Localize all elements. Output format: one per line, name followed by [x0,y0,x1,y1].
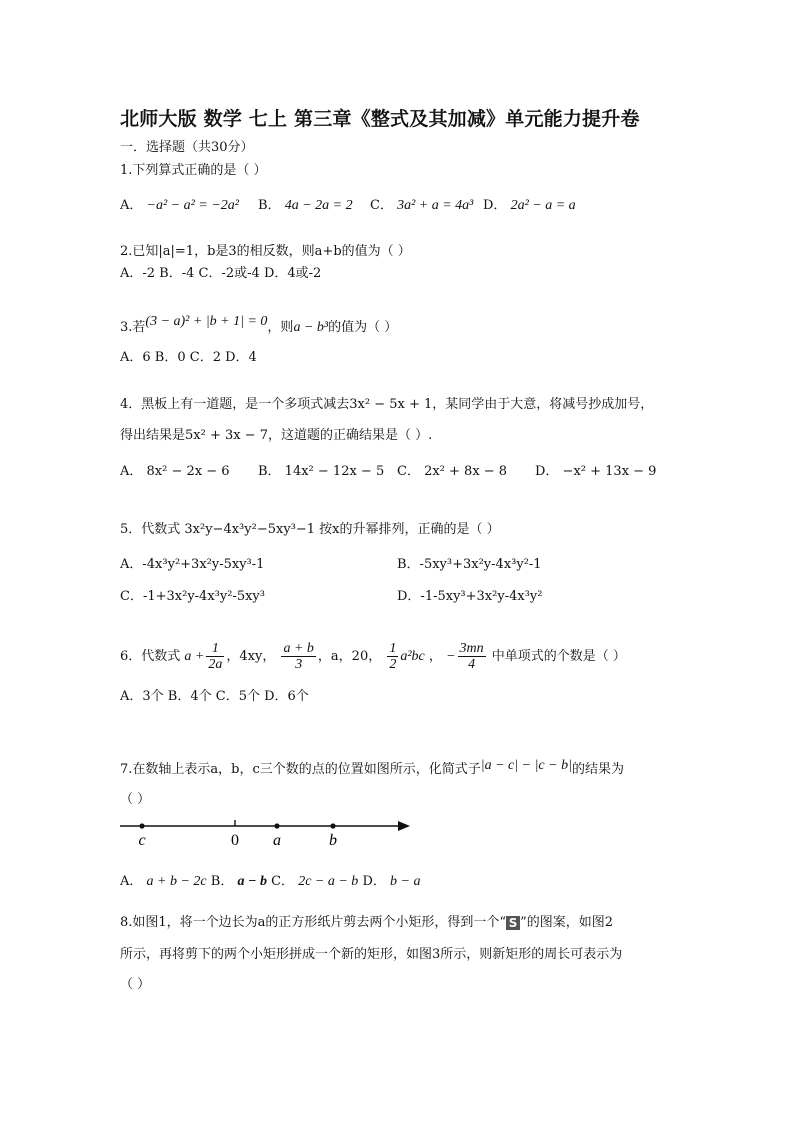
q1-option-a [120,194,239,214]
q7-a-expr: a + b − 2c [146,874,207,889]
q7-c-expr: 2c − a − b [298,874,359,889]
q1-b-label: B． [258,198,281,213]
q7-d-expr: b − a [390,874,421,889]
point-c [139,823,144,828]
q3-stem [120,314,398,336]
q8-line1-post: ”的图案，如图2 [520,915,613,930]
q1-c-expr: 3a² + a = 4a³ [397,198,474,213]
label-c: c [138,832,146,849]
q6-sep1: ，4xy， [226,649,276,664]
q3-stem-pre: 3.若 [120,320,146,335]
q4-option-c: C． 2x² + 8x − 8 [397,464,508,479]
q6-f1-num: 1 [206,641,224,657]
q4-option-d: D． −x² + 13x − 9 [535,464,657,479]
q7-stem [120,758,624,778]
q1-option-c [370,194,473,214]
q7-expr: |a − c| − |c − b| [480,758,572,773]
q6-f4-num: 3mn [459,641,484,656]
q5-option-d: D．-1-5xy³+3x²y-4x³y² [397,589,543,604]
q2-options: A．-2 B．-4 C．-2或-4 D．4或-2 [120,266,322,281]
q6-f1-whole: a + [184,649,205,664]
axis-arrowhead [398,821,410,831]
q3-stem-mid: ，则 [267,320,294,335]
q8-line1 [120,915,613,931]
q1-stem: 1.下列算式正确的是（ ） [120,163,267,178]
q4-option-b: B． 14x² − 12x − 5 [258,464,385,479]
q8-line2: 所示，再将剪下的两个小矩形拼成一个新的矩形，如图3所示，则新矩形的周长可表示为 [120,947,623,962]
q7-a-label: A． [120,874,143,889]
q6-sep2: ，a，20， [317,649,382,664]
s-shape-icon: S [506,916,520,930]
q6-f2-num: a + b [283,641,314,656]
q5-option-a: A．-4x³y²+3x²y-5xy³-1 [120,557,265,572]
q2-stem: 2.已知|a|=1，b是3的相反数，则a+b的值为（ ） [120,244,411,259]
q6-f2-den: 3 [295,657,303,672]
q6-f3-num: 1 [389,641,397,656]
section-heading: 一．选择题（共30分） [120,140,254,155]
q3-stem-post: 的值为（ ） [328,320,398,335]
q6-f4-den: 4 [468,657,476,672]
q1-d-label: D． [483,198,507,213]
q1-b-expr: 4a − 2a = 2 [284,198,353,213]
label-zero: 0 [231,832,239,849]
q4-option-a: A． 8x² − 2x − 6 [120,464,230,479]
q6-stem-pre: 6．代数式 [120,649,181,664]
q1-a-expr: −a² − a² = −2a² [146,198,239,213]
q6-fraction-4 [458,641,486,672]
q1-a-label: A． [120,198,143,213]
q6-fraction-3 [387,641,398,672]
q5-stem: 5．代数式 3x²y−4x³y²−5xy³−1 按x的升幂排列，正确的是（ ） [120,522,500,537]
q1-option-d [483,194,576,214]
q7-b-expr: a − b [237,874,267,889]
q6-f3-tail: a²bc [400,649,425,664]
q3-options: A．6 B．0 C．2 D．4 [120,350,257,365]
q6-sep3: ， [428,649,442,664]
q3-expr2: a − b³ [293,320,329,335]
q7-stem-post: 的结果为 [571,762,624,777]
q6-stem-post: 中单项式的个数是（ ） [491,649,626,664]
q6-options: A．3个 B．4个 C．5个 D．6个 [120,689,309,704]
q6-fraction-1 [206,641,224,672]
label-b: b [329,832,337,849]
q6-f3-den: 2 [389,657,397,672]
number-line-diagram [116,812,416,854]
point-a [274,823,279,828]
q8-line3: （ ） [120,977,151,992]
q6-stem [120,640,626,674]
q4-line2: 得出结果是5x² + 3x − 7，这道题的正确结果是（ ）. [120,428,433,443]
q7-d-label: D． [362,874,386,889]
q7-paren: （ ） [120,792,151,807]
q1-option-b [258,194,353,214]
point-b [330,823,335,828]
q5-option-b: B．-5xy³+3x²y-4x³y²-1 [397,557,542,572]
q7-options [120,870,420,890]
q8-line1-pre: 8.如图1，将一个边长为a的正方形纸片剪去两个小矩形，得到一个“ [120,915,507,930]
q3-expr: (3 − a)² + |b + 1| = 0 [145,314,268,329]
q4-line1: 4．黑板上有一道题，是一个多项式减去3x² − 5x + 1，某同学由于大意，将减号抄成加号， [120,397,654,412]
q6-fraction-2 [281,641,315,672]
document-title: 北师大版 数学 七上 第三章《整式及其加减》单元能力提升卷 [120,108,640,130]
q7-b-label: B． [210,874,234,889]
q6-f1-den: 2a [208,657,223,672]
q7-stem-pre: 7.在数轴上表示a，b，c三个数的点的位置如图所示，化简式子 [120,762,481,777]
q1-c-label: C． [370,198,393,213]
label-a: a [273,832,281,849]
q5-option-c: C．-1+3x²y-4x³y²-5xy³ [120,589,265,604]
q6-f4-sign: − [446,649,456,664]
q7-c-label: C． [271,874,295,889]
q1-d-expr: 2a² − a = a [510,198,576,213]
